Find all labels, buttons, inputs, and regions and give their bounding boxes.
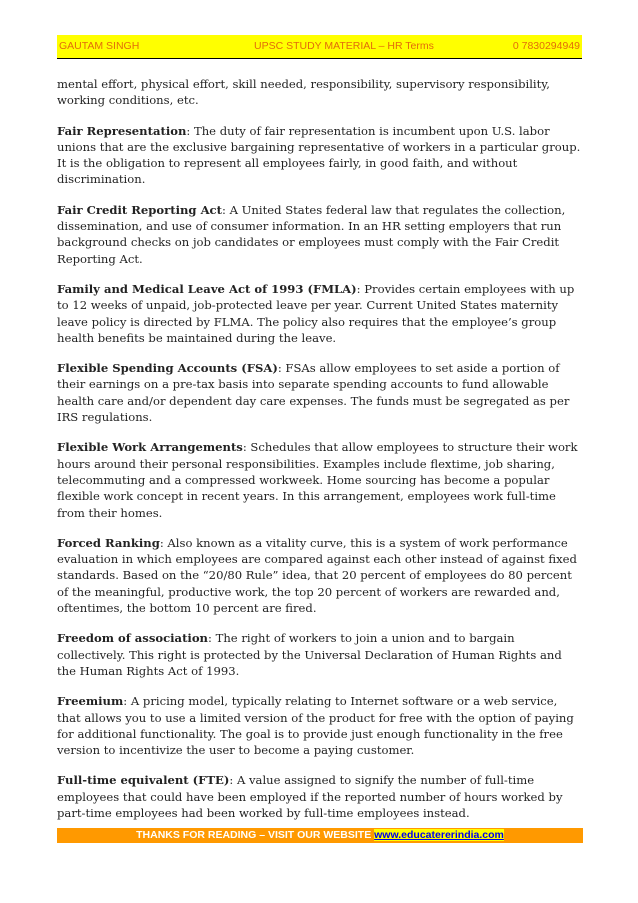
entry-freemium [57, 693, 583, 758]
document-body [57, 76, 583, 835]
term-title: Fair Credit Reporting Act [57, 202, 222, 217]
term-title: Freemium [57, 694, 124, 709]
entry-fsa [57, 360, 583, 425]
term-definition: : A United States federal law that regulates the collection, dissemination, and use of consumer information. In an HR setting employers that run background checks on job candidates or employees must comply with the Fair Credit Reporting Act. [57, 202, 566, 266]
entry-fair-credit-reporting-act [57, 202, 583, 267]
entry-fmla [57, 281, 583, 346]
page-header [57, 35, 582, 59]
entry-fte [57, 772, 583, 821]
term-title: Full-time equivalent (FTE) [57, 773, 230, 788]
term-title: Family and Medical Leave Act of 1993 (FMLA) [57, 281, 357, 296]
term-definition: : Schedules that allow employees to structure their work hours around their personal responsibilities. Examples include flextime, job sharing, telecommuting and a compressed workweek. Home sourcing has become a popular flexible work concept in recent years. In this arrangement, employees work full-time from their homes. [57, 440, 578, 520]
header-author: GAUTAM SINGH [59, 40, 140, 52]
term-definition: : The duty of fair representation is incumbent upon U.S. labor unions that are the exclusive bargaining representative of workers in a particular group. It is the obligation to represent all employees fairly, in good faith, and without discrimination. [57, 123, 581, 187]
header-title: UPSC STUDY MATERIAL – HR Terms [254, 40, 434, 52]
term-definition: : Provides certain employees with up to 12 weeks of unpaid, job-protected leave per year. Current United States maternity leave policy is directed by FLMA. The policy also requires that the employee’s group health benefits be maintained during the leave. [57, 281, 575, 345]
term-title: Freedom of association [57, 631, 208, 646]
intro-paragraph: mental effort, physical effort, skill needed, responsibility, supervisory responsibility, working conditions, etc. [57, 77, 550, 108]
term-title: Flexible Work Arrangements [57, 440, 243, 455]
term-definition: : FSAs allow employees to set aside a portion of their earnings on a pre-tax basis into separate spending accounts to fund allowable health care and/or dependent day care expenses. The funds must be segregated as per IRS regulations. [57, 361, 570, 425]
entry-forced-ranking [57, 535, 583, 616]
entry-freedom-of-association [57, 630, 583, 679]
term-title: Forced Ranking [57, 535, 160, 550]
header-phone: 0 7830294949 [512, 40, 580, 52]
term-title: Fair Representation [57, 123, 187, 138]
page-footer [57, 828, 583, 843]
entry-flexible-work-arrangements [57, 439, 583, 520]
footer-text: THANKS FOR READING – VISIT OUR WEBSITE [136, 829, 375, 841]
entry-fair-representation [57, 123, 583, 188]
term-definition: : A pricing model, typically relating to Internet software or a web service, that allows you to use a limited version of the product for free with the option of paying for additional functionality. The goal is to provide just enough functionality in the free version to incentivize the user to become a paying customer. [57, 694, 574, 758]
term-title: Flexible Spending Accounts (FSA) [57, 361, 278, 376]
term-definition: : The right of workers to join a union and to bargain collectively. This right is protected by the Universal Declaration of Human Rights and the Human Rights Act of 1993. [57, 631, 562, 678]
term-definition: : Also known as a vitality curve, this is a system of work performance evaluation in which employees are compared against each other instead of against fixed standards. Based on the “20/80 Rule” idea, that 20 percent of employees do 80 percent of the meaningful, productive work, the top 20 percent of workers are rewarded and, oftentimes, the bottom 10 percent are fired. [57, 535, 577, 616]
website-link[interactable]: www.educatererindia.com [374, 829, 504, 841]
term-definition: : A value assigned to signify the number of full-time employees that could have been employed if the reported number of hours worked by part-time employees had been worked by full-time employees instead. [57, 773, 563, 820]
